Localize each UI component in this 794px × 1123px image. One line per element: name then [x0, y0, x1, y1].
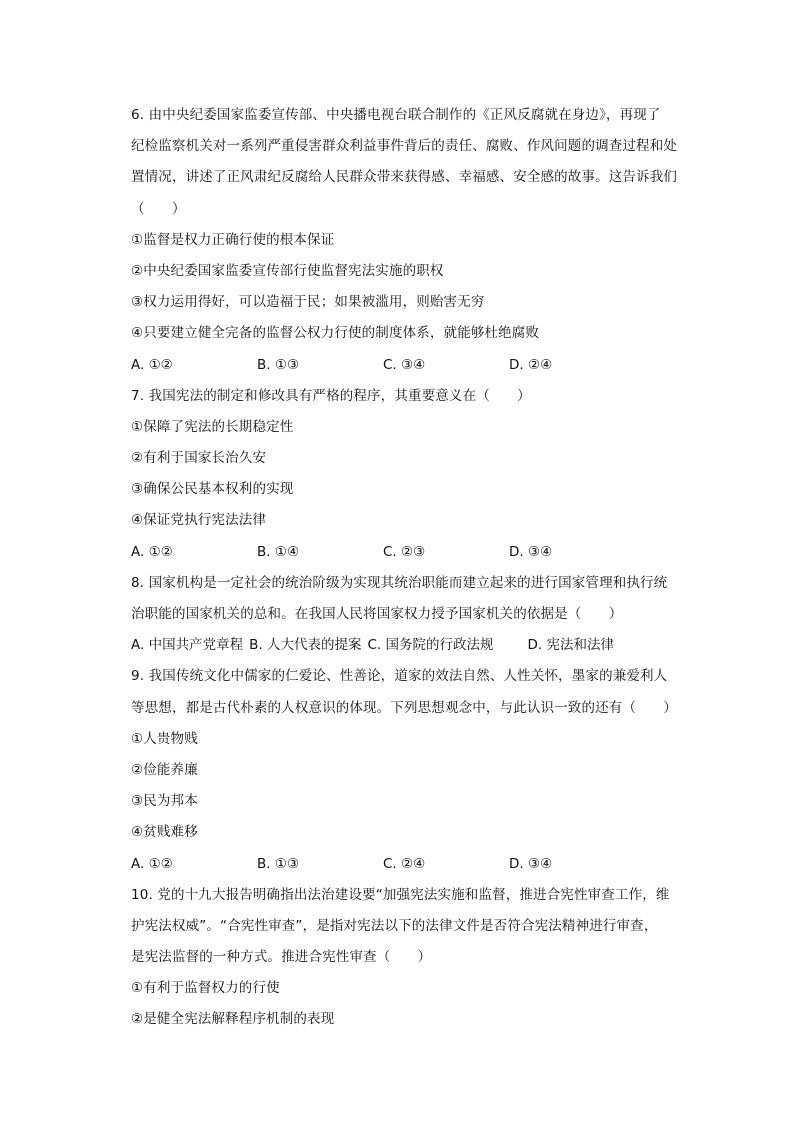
- question-6-item-1: ①监督是权力正确行使的根本保证: [131, 231, 335, 248]
- question-8-stem-line-1: 8. 国家机构是一定社会的统治阶级为实现其统治职能而建立起来的进行国家管理和执行统: [131, 574, 668, 591]
- question-7-option-c: C. ②③: [383, 543, 426, 560]
- question-list: [131, 100, 691, 1036]
- question-8-option-b: B. 人大代表的提案: [249, 637, 362, 654]
- question-10-item-1: ①有利于监督权力的行使: [131, 980, 280, 997]
- question-7-option-a: A. ①②: [131, 543, 173, 560]
- question-6: [131, 100, 691, 381]
- question-8-option-a: A. 中国共产党章程: [131, 637, 244, 654]
- question-8-stem-line-2: 治职能的国家机关的总和。在我国人民将国家权力授予国家机关的依据是（ ）: [131, 606, 623, 622]
- question-9-option-d: D. ③④: [509, 855, 553, 872]
- question-7-item-3: ③确保公民基本权利的实现: [131, 481, 294, 498]
- question-7-item-1: ①保障了宪法的长期稳定性: [131, 418, 294, 435]
- question-6-option-d: D. ②④: [509, 356, 553, 373]
- question-9-item-3: ③民为邦本: [131, 793, 198, 810]
- question-9-stem-line-1: 9. 我国传统文化中儒家的仁爱论、性善论，道家的效法自然、人性关怀，墨家的兼爱利人: [131, 668, 668, 685]
- question-6-stem-line-1: 6. 由中央纪委国家监委宣传部、中央播电视台联合制作的《正风反腐就在身边》，再现了: [131, 107, 661, 123]
- question-8-option-c: C. 国务院的行政法规: [367, 637, 494, 654]
- question-10: [131, 880, 691, 1036]
- question-6-option-a: A. ①②: [131, 356, 173, 373]
- question-7-item-4: ④保证党执行宪法法律: [131, 512, 267, 529]
- question-10-stem-line-1: 10. 党的十九大报告明确指出法治建设要“加强宪法实施和监督，推进合宪性审查工作，维: [131, 886, 670, 903]
- question-9-stem-line-2: 等思想，都是古代朴素的人权意识的体现。下列思想观念中，与此认识一致的还有（ ）: [131, 699, 677, 716]
- question-6-item-2: ②中央纪委国家监委宣传部行使监督宪法实施的职权: [131, 262, 444, 279]
- question-8-options: [131, 630, 691, 661]
- question-10-item-2: ②是健全宪法解释程序机制的表现: [131, 1011, 335, 1028]
- question-10-stem-line-3: 是宪法监督的一种方式。推进合宪性审查（ ）: [131, 949, 432, 966]
- question-9-item-2: ②俭能养廉: [131, 761, 198, 778]
- question-9-option-c: C. ②④: [383, 855, 426, 872]
- question-9-item-1: ①人贵物贱: [131, 730, 198, 747]
- question-7-options: [131, 537, 691, 568]
- question-6-option-c: C. ③④: [383, 356, 426, 373]
- question-7-item-2: ②有利于国家长治久安: [131, 450, 267, 467]
- question-9-option-b: B. ①③: [257, 855, 300, 872]
- question-6-item-3: ③权力运用得好，可以造福于民；如果被滥用，则贻害无穷: [131, 294, 485, 311]
- question-8: [131, 568, 691, 662]
- question-9-option-a: A. ①②: [131, 855, 173, 872]
- question-7-stem-line-1: 7. 我国宪法的制定和修改具有严格的程序，其重要意义在（ ）: [131, 387, 531, 404]
- question-6-stem-line-3: 置情况，讲述了正风肃纪反腐给人民群众带来获得感、幸福感、安全感的故事。这告诉我们: [131, 169, 677, 186]
- question-6-item-4: ④只要建立健全完备的监督公权力行使的制度体系，就能够杜绝腐败: [131, 325, 540, 342]
- question-8-option-d: D. 宪法和法律: [527, 637, 614, 654]
- question-7-option-d: D. ③④: [509, 543, 553, 560]
- question-6-answer-blank: （ ）: [131, 200, 186, 217]
- question-6-option-b: B. ①③: [257, 356, 300, 373]
- question-10-stem-line-2: 护宪法权威”。“合宪性审查”，是指对宪法以下的法律文件是否符合宪法精神进行审查，: [131, 917, 658, 934]
- question-7-option-b: B. ①④: [257, 543, 300, 560]
- question-6-options: [131, 350, 691, 381]
- question-6-stem-line-2: 纪检监察机关对一系列严重侵害群众利益事件背后的责任、腐败、作风问题的调查过程和处: [131, 138, 677, 155]
- question-7: [131, 381, 691, 568]
- question-9: [131, 661, 691, 879]
- question-9-item-4: ④贫贱难移: [131, 824, 198, 841]
- question-9-options: [131, 849, 691, 880]
